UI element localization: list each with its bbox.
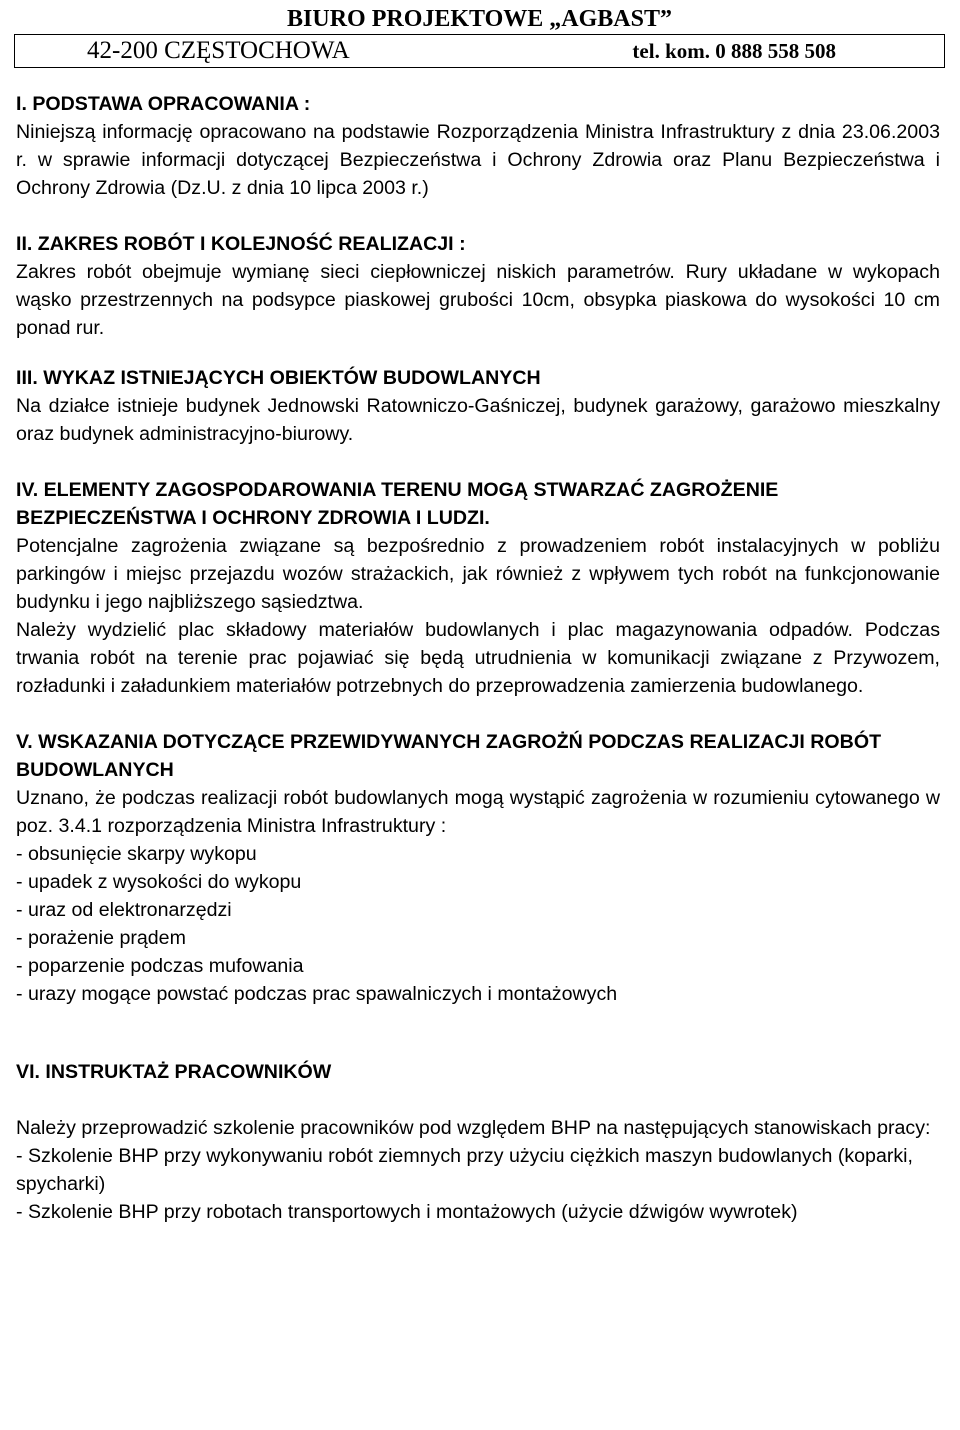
section-3-heading: III. WYKAZ ISTNIEJĄCYCH OBIEKTÓW BUDOWLANYCH	[16, 367, 541, 389]
list-item: - uraz od elektronarzędzi	[16, 899, 232, 921]
section-4-text-1: Potencjalne zagrożenia związane są bezpośrednio z prowadzeniem robót instalacyjnych w pobliżu parkingów i miejsc przejazdu wozów strażackich, jak również z wpływem tych robót na funkcjonowanie budynku i jego najbliższego sąsiedztwa.	[16, 535, 940, 613]
section-2-text: Zakres robót obejmuje wymianę sieci ciepłowniczej niskich parametrów. Rury układane w wykopach wąsko przestrzennych na podsypce piaskowej grubości 10cm, obsypka piaskowa do wysokości 10 cm ponad rur.	[16, 261, 940, 339]
company-name: BIURO PROJEKTOWE „AGBAST”	[287, 6, 672, 32]
list-item: - urazy mogące powstać podczas prac spawalniczych i montażowych	[16, 983, 618, 1005]
section-5-heading: V. WSKAZANIA DOTYCZĄCE PRZEWIDYWANYCH ZAGROŻŃ PODCZAS REALIZACJI ROBÓT BUDOWLANYCH	[16, 731, 882, 781]
section-6-heading: VI. INSTRUKTAŻ PRACOWNIKÓW	[16, 1061, 332, 1083]
section-3	[16, 364, 940, 448]
list-item: - obsunięcie skarpy wykopu	[16, 843, 257, 865]
section-2	[16, 230, 940, 342]
section-5	[16, 728, 940, 1008]
section-4-heading: IV. ELEMENTY ZAGOSPODAROWANIA TERENU MOGĄ STWARZAĆ ZAGROŻENIE BEZPIECZEŃSTWA I OCHRONY ZDROWIA I LUDZI.	[16, 479, 779, 529]
list-item: - Szkolenie BHP przy wykonywaniu robót ziemnych przy użyciu ciężkich maszyn budowlanych (koparki, spycharki)	[16, 1145, 913, 1195]
list-item: - upadek z wysokości do wykopu	[16, 871, 302, 893]
section-1-heading: I. PODSTAWA OPRACOWANIA :	[16, 93, 311, 115]
list-item: - poparzenie podczas mufowania	[16, 955, 304, 977]
company-city: 42-200 CZĘSTOCHOWA	[87, 37, 350, 64]
section-1-text: Niniejszą informację opracowano na podstawie Rozporządzenia Ministra Infrastruktury z dnia 23.06.2003 r. w sprawie informacji dotyczącej Bezpieczeństwa i Ochrony Zdrowia oraz Planu Bezpieczeństwa i Ochrony Zdrowia (Dz.U. z dnia 10 lipca 2003 r.)	[16, 121, 940, 199]
list-item: - porażenie prądem	[16, 927, 186, 949]
company-phone: tel. kom. 0 888 558 508	[632, 39, 836, 63]
section-4-text-2: Należy wydzielić plac składowy materiałów budowlanych i plac magazynowania odpadów. Podczas trwania robót na terenie prac pojawiać się będą utrudnienia w komunikacji związane z Przywozem, rozładunki i załadunkiem materiałów potrzebnych do przeprowadzenia zamierzenia budowlanego.	[16, 619, 940, 697]
section-4	[16, 476, 940, 700]
section-6-text: Należy przeprowadzić szkolenie pracowników pod względem BHP na następujących stanowiskach pracy:	[16, 1117, 931, 1139]
section-5-text: Uznano, że podczas realizacji robót budowlanych mogą wystąpić zagrożenia w rozumieniu cytowanego w poz. 3.4.1 rozporządzenia Ministra Infrastruktury :	[16, 787, 940, 837]
header-contact-row	[14, 34, 945, 68]
section-2-heading: II. ZAKRES ROBÓT I KOLEJNOŚĆ REALIZACJI :	[16, 233, 466, 255]
section-1	[16, 90, 940, 202]
section-3-text: Na działce istnieje budynek Jednowski Ratowniczo-Gaśniczej, budynek garażowy, garażowo mieszkalny oraz budynek administracyjno-biurowy.	[16, 395, 940, 445]
document-header	[14, 4, 945, 64]
document-body	[16, 90, 940, 1226]
section-6	[16, 1058, 940, 1226]
list-item: - Szkolenie BHP przy robotach transportowych i montażowych (użycie dźwigów wywrotek)	[16, 1201, 798, 1223]
